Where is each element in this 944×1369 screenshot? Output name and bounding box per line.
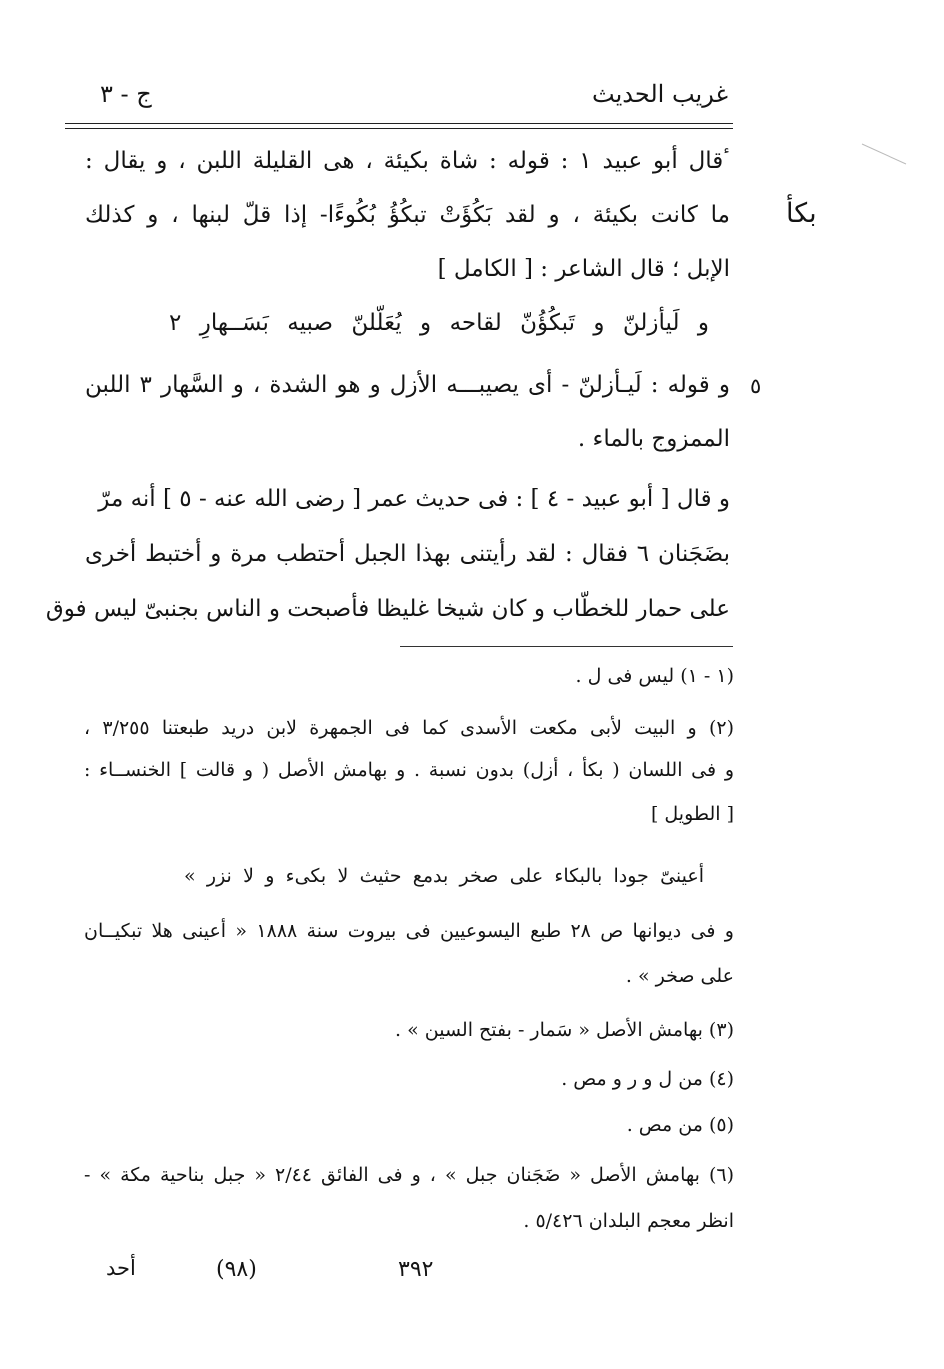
signature-number: (٩٨) bbox=[216, 1257, 257, 1282]
body-line-1: ٴقال أبو عبيد ١ : قوله : شاة بكيئة ، هى القليلة اللبن ، و يقال : bbox=[85, 148, 730, 174]
footnote-2-line-2: و فى اللسان ( بكأ ، أزل) بدون نسبة . و بهامش الأصل ( و قالت ] الخنســاء : bbox=[84, 759, 734, 781]
footnote-2-verse: أعينىّ جودا بالبكاء على صخر بدمع حثيث لا بكىء و لا نزر » bbox=[184, 865, 704, 887]
footnote-4: (٤) من ل و ر و مص . bbox=[561, 1068, 734, 1090]
body-line-3: الإبل ؛ قال الشاعر : [ الكامل ] bbox=[437, 256, 730, 282]
body-line-7: و قال [ أبو عبيد - ٤ ] : فى حديث عمر [ رضى الله عنه - ٥ ] أنه مرّ bbox=[98, 486, 730, 512]
body-line-9: على حمار للخطّاب و كان شيخا غليظا فأصبحت و الناس بجنبىّ ليس فوق bbox=[45, 596, 730, 622]
running-title: غريب الحديث bbox=[592, 80, 728, 108]
footnote-5: (٥) من مص . bbox=[626, 1114, 734, 1136]
footnote-2-line-6: على صخر » . bbox=[625, 965, 734, 987]
body-line-2: ما كانت بكيئة ، و لقد بَكُؤَتْ تبكُؤُ بُكُوءًا- إذا قلّ لبنها ، و كذلك bbox=[85, 202, 730, 228]
footnote-1: (١ - ١) ليس فى ل . bbox=[575, 665, 734, 687]
footnote-2-line-1: (٢) و البيت لأبى مكعت الأسدى كما فى الجمهرة لابن دريد طبعتنا ٣/٢٥٥ ، bbox=[84, 717, 734, 739]
footnote-separator bbox=[400, 646, 733, 647]
footnote-3: (٣) بهامش الأصل « سَمار - بفتح السين » . bbox=[395, 1019, 734, 1041]
body-line-8: بضَجَنان ٦ فقال : لقد رأيتنى بهذا الجبل أحتطب مرة و أختبط أخرى bbox=[85, 541, 731, 567]
footnote-2-line-3: [ الطويل ] bbox=[650, 803, 734, 825]
margin-keyword: بكأ bbox=[786, 198, 817, 229]
volume-label: ج - ٣ bbox=[100, 80, 152, 108]
footnote-6-line-1: (٦) بهامش الأصل « ضَجَنان جبل » ، و فى الفائق ٢/٤٤ « جبل بناحية مكة » - bbox=[84, 1164, 734, 1186]
verse-line: و لَيأزلنّ و تَبكُؤُنّ لقاحه و يُعَلّلنّ صبيه بَسَــهارِ ٢ bbox=[169, 310, 709, 336]
body-line-5: و قوله : لَيـأزلنّ - أى يصيبـــه الأزل و هو الشدة ، و السَّهار ٣ اللبن bbox=[85, 372, 730, 398]
footnote-6-line-2: انظر معجم البلدان ٥/٤٢٦ . bbox=[523, 1210, 734, 1232]
body-line-6: الممزوج بالماء . bbox=[577, 426, 730, 452]
header-rule bbox=[65, 123, 733, 129]
line-number: ٥ bbox=[750, 374, 762, 398]
footnote-2-line-5: و فى ديوانها ص ٢٨ طبع اليسوعيين فى بيروت سنة ١٨٨٨ « أعينى هلا تبكيــان bbox=[84, 920, 734, 942]
page-number: ٣٩٢ bbox=[398, 1257, 434, 1282]
signature-name: أحد bbox=[106, 1256, 136, 1280]
margin-pencil-mark bbox=[860, 140, 910, 170]
